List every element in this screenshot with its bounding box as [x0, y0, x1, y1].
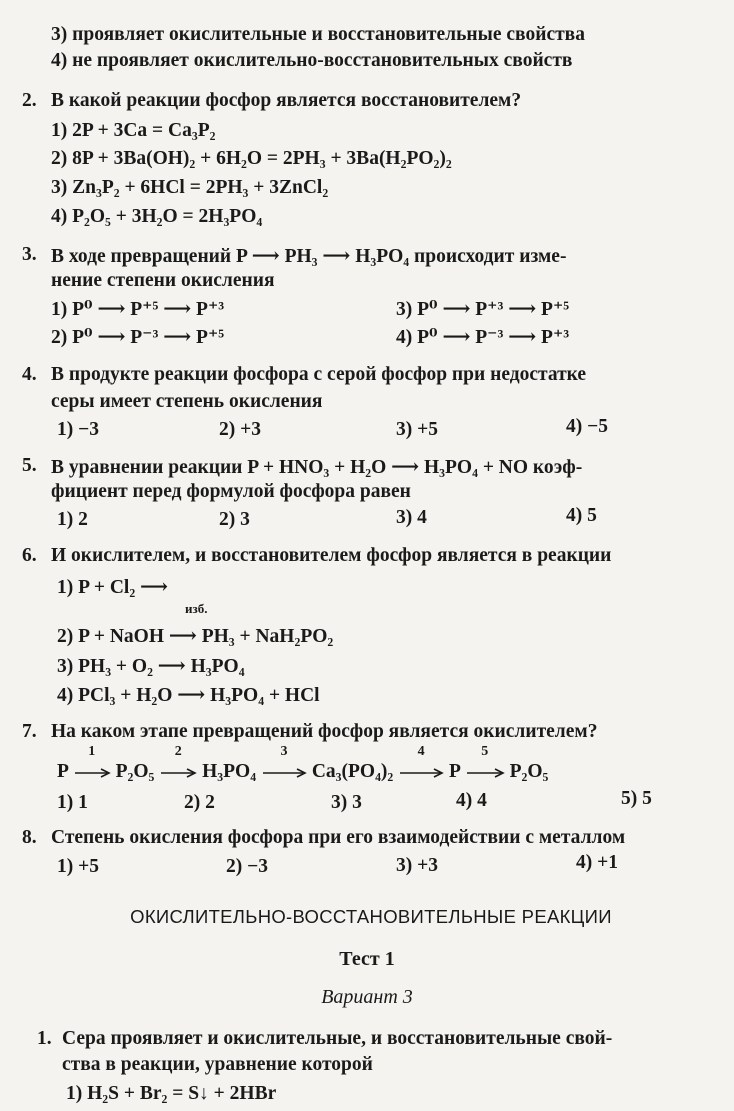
chain-step-2: 2 — [174, 744, 182, 759]
question-6-option-2: 2) P + NaOH ⟶ PH₃ + NaH₂PO₂ — [57, 626, 334, 647]
question-2-stem: В какой реакции фосфор является восстановителем? — [51, 90, 522, 111]
chain-substance-1: P — [57, 761, 68, 782]
question-7-option-4: 4) 4 — [456, 790, 487, 811]
question-7-option-2: 2) 2 — [184, 792, 215, 813]
arrow-icon — [261, 768, 307, 778]
question-3-option-2: 2) P⁰ ⟶ P⁻³ ⟶ P⁺⁵ — [51, 327, 225, 348]
question-6-number: 6. — [22, 545, 37, 566]
question-6-option-1-excess-note: изб. — [185, 601, 208, 616]
variant-question-1-stem-line-2: ства в реакции, уравнение которой — [62, 1054, 373, 1075]
question-4-option-2: 2) +3 — [219, 419, 261, 440]
question-4-stem-line-2: серы имеет степень окисления — [51, 391, 323, 412]
question-7-transformation-chain — [57, 744, 549, 783]
question-6-option-1 — [57, 575, 208, 616]
question-6-option-4: 4) PCl₃ + H₂O ⟶ H₃PO₄ + HCl — [57, 685, 320, 706]
arrow-icon — [398, 768, 444, 778]
arrow-icon — [465, 768, 505, 778]
question-8-option-2: 2) −3 — [226, 856, 268, 877]
chain-substance-5: P — [449, 761, 460, 782]
chain-arrow-2 — [159, 744, 197, 783]
question-2-option-2: 2) 8P + 3Ba(OH)₂ + 6H₂O = 2PH₃ + 3Ba(H₂PO₂)₂ — [51, 148, 452, 169]
question-3-stem-line-1: В ходе превращений P ⟶ PH₃ ⟶ H₃PO₄ происходит изме- — [51, 246, 567, 267]
question-8-stem: Степень окисления фосфора при его взаимодействии с металлом — [51, 827, 626, 848]
question-7-option-5: 5) 5 — [621, 788, 652, 809]
chain-step-4: 4 — [417, 744, 425, 759]
question-4-option-1: 1) −3 — [57, 419, 99, 440]
question-2-option-4: 4) P₂O₅ + 3H₂O = 2H₃PO₄ — [51, 206, 263, 227]
test-title: Тест 1 — [339, 948, 395, 970]
question-6-option-1-text: 1) P + Cl₂ ⟶ — [57, 577, 168, 598]
prev-question-option-3: 3) проявляет окислительные и восстановительные свойства — [51, 24, 585, 45]
question-3-number: 3. — [22, 244, 37, 265]
chain-arrow-1 — [73, 744, 111, 783]
question-5-option-4: 4) 5 — [566, 505, 597, 526]
variant-question-1-option-1: 1) H₂S + Br₂ = S↓ + 2HBr — [66, 1083, 277, 1104]
question-8-option-3: 3) +3 — [396, 855, 438, 876]
question-5-stem-line-2: фициент перед формулой фосфора равен — [51, 481, 411, 502]
chain-substance-4: Ca₃(PO₄)₂ — [311, 761, 394, 782]
question-7-number: 7. — [22, 721, 37, 742]
chain-step-5: 5 — [481, 744, 489, 759]
question-2-number: 2. — [22, 90, 37, 111]
question-8-option-1: 1) +5 — [57, 856, 99, 877]
question-2-option-1: 1) 2P + 3Ca = Ca₃P₂ — [51, 120, 216, 141]
question-7-option-1: 1) 1 — [57, 792, 88, 813]
question-4-number: 4. — [22, 364, 37, 385]
question-6-stem: И окислителем, и восстановителем фосфор является в реакции — [51, 545, 612, 566]
chain-step-1: 1 — [88, 744, 96, 759]
question-7-stem: На каком этапе превращений фосфор является окислителем? — [51, 721, 598, 742]
question-4-stem-line-1: В продукте реакции фосфора с серой фосфор при недостатке — [51, 364, 587, 385]
question-2-option-3: 3) Zn₃P₂ + 6HCl = 2PH₃ + 3ZnCl₂ — [51, 177, 329, 198]
question-8-option-4: 4) +1 — [576, 852, 618, 873]
question-3-option-4: 4) P⁰ ⟶ P⁻³ ⟶ P⁺³ — [396, 327, 570, 348]
prev-question-option-4: 4) не проявляет окислительно-восстановительных свойств — [51, 50, 573, 71]
chain-substance-2: P₂O₅ — [115, 761, 155, 782]
question-7-option-3: 3) 3 — [331, 792, 362, 813]
question-4-option-4: 4) −5 — [566, 416, 608, 437]
question-3-stem-line-2: нение степени окисления — [51, 270, 275, 291]
chain-arrow-4 — [398, 744, 444, 783]
question-4-option-3: 3) +5 — [396, 419, 438, 440]
chain-arrow-3 — [261, 744, 307, 783]
arrow-icon — [73, 768, 111, 778]
question-5-stem-line-1: В уравнении реакции P + HNO₃ + H₂O ⟶ H₃PO₄ + NO коэф- — [51, 457, 583, 478]
chain-arrow-5 — [465, 744, 505, 783]
question-5-option-2: 2) 3 — [219, 509, 250, 530]
chain-step-3: 3 — [280, 744, 288, 759]
question-3-option-3: 3) P⁰ ⟶ P⁺³ ⟶ P⁺⁵ — [396, 299, 570, 320]
chain-substance-3: H₃PO₄ — [202, 761, 257, 782]
question-6-option-3: 3) PH₃ + O₂ ⟶ H₃PO₄ — [57, 656, 245, 677]
section-heading: ОКИСЛИТЕЛЬНО-ВОССТАНОВИТЕЛЬНЫЕ РЕАКЦИИ — [130, 906, 612, 927]
variant-question-1-stem-line-1: Сера проявляет и окислительные, и восстановительные свой- — [62, 1028, 613, 1049]
arrow-icon — [159, 768, 197, 778]
question-3-option-1: 1) P⁰ ⟶ P⁺⁵ ⟶ P⁺³ — [51, 299, 225, 320]
chain-substance-6: P₂O₅ — [509, 761, 549, 782]
question-8-number: 8. — [22, 827, 37, 848]
question-5-number: 5. — [22, 455, 37, 476]
variant-title: Вариант 3 — [321, 986, 413, 1008]
variant-question-1-number: 1. — [37, 1028, 52, 1049]
question-5-option-1: 1) 2 — [57, 509, 88, 530]
question-5-option-3: 3) 4 — [396, 507, 427, 528]
